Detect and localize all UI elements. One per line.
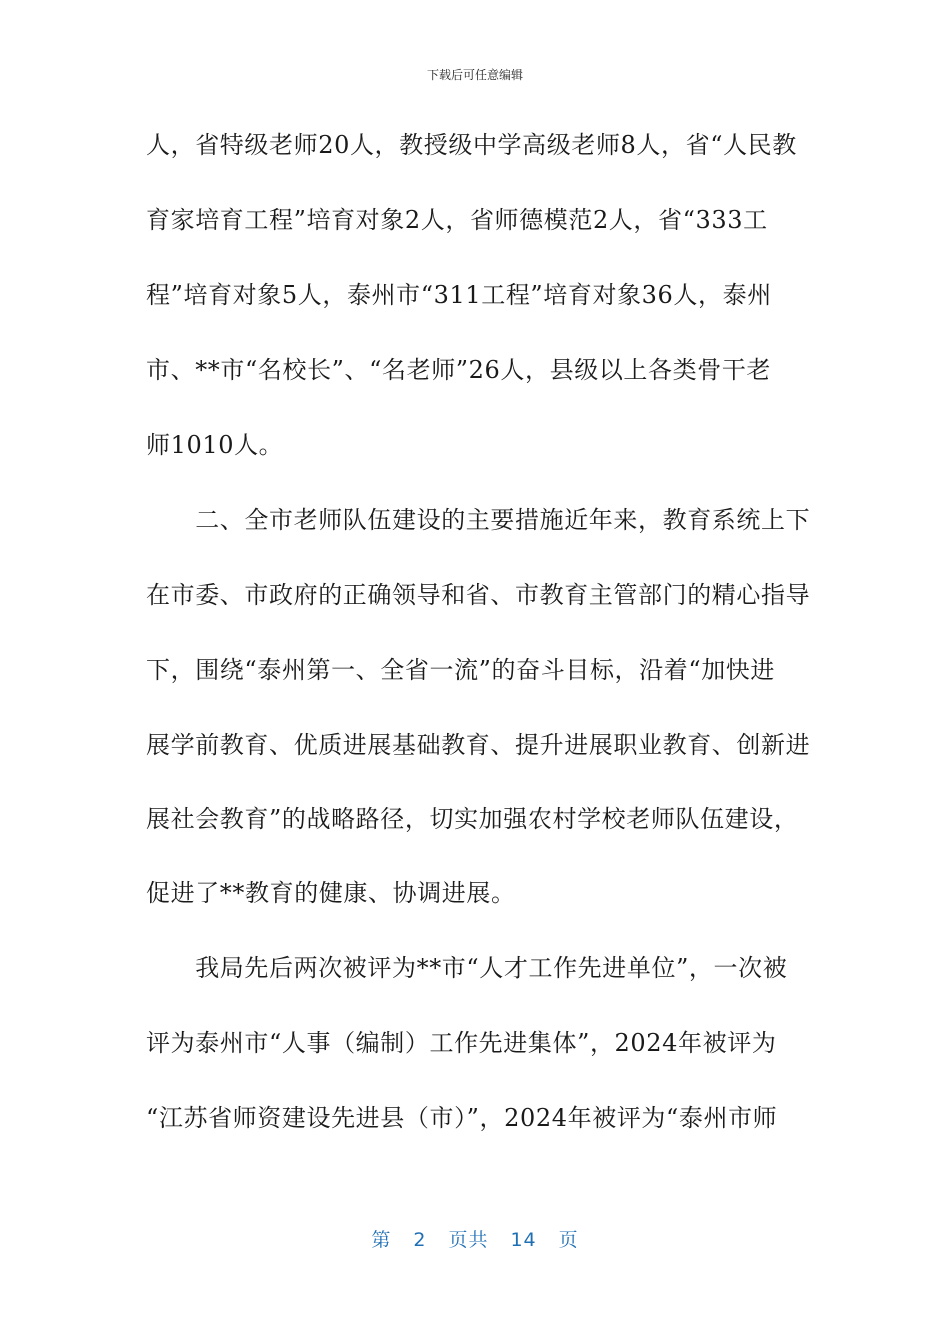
text-line: 展学前教育、优质进展基础教育、提升进展职业教育、创新进 <box>146 731 811 759</box>
text-line: 人，省特级老师20人，教授级中学高级老师8人，省“人民教 <box>146 131 797 159</box>
text-line: 市、**市“名校长”、“名老师”26人，县级以上各类骨干老 <box>146 356 772 384</box>
text-line: 展社会教育”的战略路径，切实加强农村学校老师队伍建设， <box>146 805 799 833</box>
footer-prefix: 第 <box>371 1229 392 1251</box>
text-line: 评为泰州市“人事（编制）工作先进集体”，2024年被评为 <box>146 1029 777 1057</box>
text-line: 师1010人。 <box>146 431 284 459</box>
text-line: 程”培育对象5人，泰州市“311工程”培育对象36人，泰州 <box>146 281 772 309</box>
text-line: “江苏省师资建设先进县（市）”，2024年被评为“泰州市师 <box>146 1104 778 1132</box>
paragraph-start-line: 二、全市老师队伍建设的主要措施近年来，教育系统上下 <box>146 506 811 534</box>
text-line: 在市委、市政府的正确领导和省、市教育主管部门的精心指导 <box>146 581 811 609</box>
total-page-count: 14 <box>510 1229 537 1251</box>
header-note: 下载后可任意编辑 <box>426 68 523 82</box>
footer-suffix: 页 <box>558 1229 579 1251</box>
text-line: 下，围绕“泰州第一、全省一流”的奋斗目标，沿着“加快进 <box>146 656 776 684</box>
text-line: 育家培育工程”培育对象2人，省师德模范2人，省“333工 <box>146 206 768 234</box>
page-footer <box>0 1225 950 1252</box>
current-page-number: 2 <box>413 1229 427 1251</box>
footer-middle: 页共 <box>448 1229 489 1251</box>
text-line: 促进了**教育的健康、协调进展。 <box>146 879 516 907</box>
paragraph-start-line: 我局先后两次被评为**市“人才工作先进单位”，一次被 <box>146 954 788 982</box>
